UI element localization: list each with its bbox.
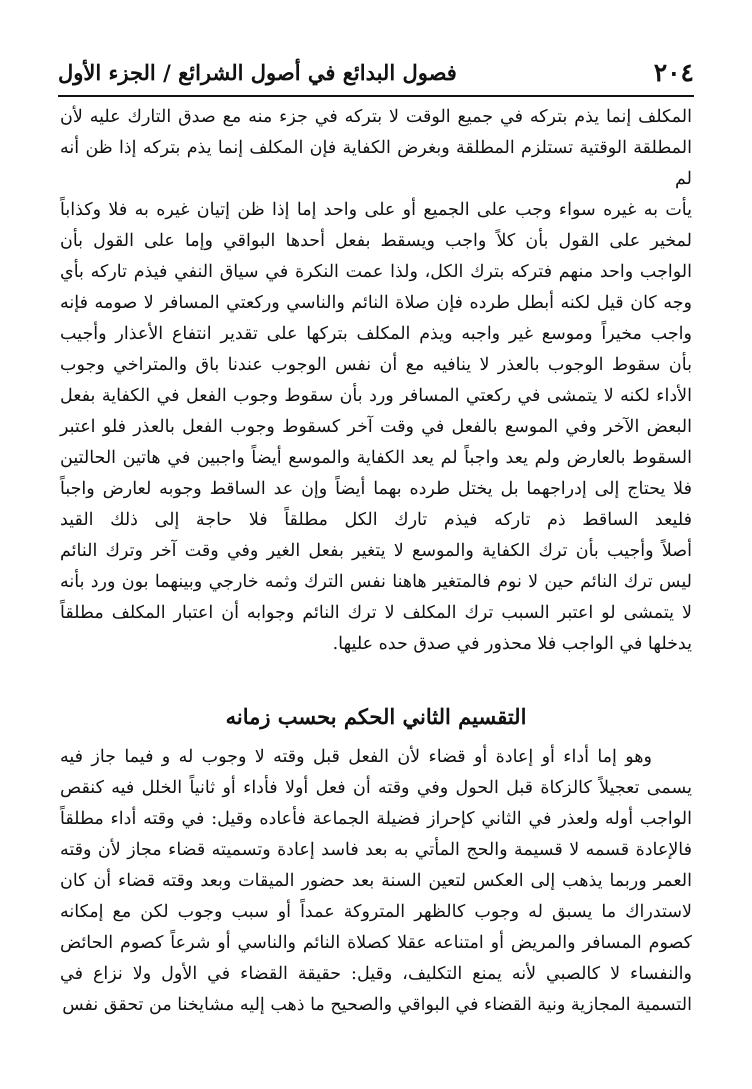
text-line: يأت به غيره سواء وجب على الجميع أو على واحد إما إذا ظن إتيان غيره به فلا وكذاباً (60, 200, 692, 220)
page-number: ٢٠٤ (653, 57, 694, 87)
text-line: السقوط بالعارض ولم يعد واجباً لم يعد الكفاية والموسع أيضاً واجبين في هاتين الحالتين (60, 448, 692, 468)
text-line: لا يتمشى لو اعتبر السبب ترك المكلف لا ترك النائم وجوابه أن اعتبار المكلف مطلقاً (60, 603, 692, 623)
text-line: الواجب أوله ولعذر في الثاني كإحراز فضيلة الجماعة فأعاده وقيل: في وقته أداء مطلقاً (60, 809, 692, 829)
text-line: فلا يحتاج إلى إدراجهما بل يختل طرده بهما أيضاً وإن عد الساقط وجوبه لعارض واجباً (60, 479, 692, 499)
text-block-second-division (60, 742, 692, 1021)
text-line: لمخير على القول بأن كلاً واجب ويسقط بفعل أحدها البواقي وإما على القول بأن (60, 231, 692, 251)
text-line: المطلقة الوقتية تستلزم المطلقة وبغرض الكفاية فإن المكلف إنما يذم بتركه إذا ظن أنه لم (60, 138, 692, 189)
page-header (58, 52, 694, 92)
running-title: فصول البدائع في أصول الشرائع / الجزء الأول (58, 59, 457, 85)
text-line: التسمية المجازية ونية القضاء في البواقي والصحيح ما ذهب إليه مشايخنا من تحقق نفس (62, 995, 692, 1015)
text-line: يدخلها في الواجب فلا محذور في صدق حده عليها. (332, 634, 692, 654)
text-line: العمر وربما يذهب إلى العكس لتعين السنة بعد حضور الميقات وبعد وقته قضاء أن كان (60, 871, 692, 891)
text-line: فالإعادة قسمه لا قسيمة والحج المأتي به بعد فاسد إعادة وتسميته قضاء مجاز لأن وقته (60, 840, 692, 860)
text-line: يسمى تعجيلاً كالزكاة قبل الحول وفي وقته أن فعل أولا فأداء أو ثانياً الخلل فيه كنقص (60, 778, 692, 798)
text-line: أصلاً وأجيب بأن ترك الكفاية والموسع لا يتغير بفعل الغير وفي وقت آخر وترك النائم (60, 541, 692, 561)
text-line: ليس ترك النائم حين لا نوم فالمتغير هاهنا نفس الترك وثمه خارجي وبينهما بون ورد بأنه (60, 572, 692, 592)
text-line: بأن سقوط الوجوب بالعذر لا ينافيه مع أن نفس الوجوب عندنا باق والمتراخي وجوب (60, 355, 692, 375)
text-line: المكلف إنما يذم بتركه في جميع الوقت لا بتركه في جزء منه مع صدق التارك عليه لأن (60, 107, 692, 127)
text-line: الأداء لكنه لا يتمشى في ركعتي المسافر ورد بأن سقوط وجوب الفعل في الكفاية بفعل (60, 386, 692, 406)
text-line: فليعد الساقط ذم تاركه فيذم تارك الكل مطلقاً فلا حاجة إلى ذلك القيد (60, 510, 692, 530)
text-line: لاستدراك ما يسبق له وجوب كالظهر المتروكة عمداً أو سبب وجوب لكن مع إمكانه (60, 902, 692, 922)
text-block-continuation (60, 102, 692, 660)
text-line: وجه كان قيل لكنه أبطل طرده فإن صلاة النائم والناسي وركعتي المسافر لا صومه فإنه (60, 293, 692, 313)
text-line: الواجب واحد منهم فتركه بترك الكل، ولذا عمت النكرة في سياق النفي فيذم تاركه بأي (60, 262, 692, 282)
text-line: البعض الآخر وفي الموسع بالفعل في وقت آخر كسقوط وجوب الفعل بالعذر فلو اعتبر (60, 417, 692, 437)
section-heading: التقسيم الثاني الحكم بحسب زمانه (225, 704, 527, 729)
text-line: والنفساء لا كالصبي لأنه يمنع التكليف، وقيل: حقيقة القضاء في الأول ولا نزاع في (60, 964, 692, 984)
text-line: كصوم المسافر والمريض أو امتناعه عقلا كصلاة النائم والناسي أو شرعاً كصوم الحائض (60, 933, 692, 953)
text-line: وهو إما أداء أو إعادة أو قضاء لأن الفعل قبل وقته لا وجوب له و فيما جاز فيه (60, 747, 652, 767)
header-rule (58, 95, 694, 97)
text-line: واجب مخيراً وموسع غير واجبه ويذم المكلف بتركها على تقدير انتفاع الأعذار وأجيب (60, 324, 692, 344)
